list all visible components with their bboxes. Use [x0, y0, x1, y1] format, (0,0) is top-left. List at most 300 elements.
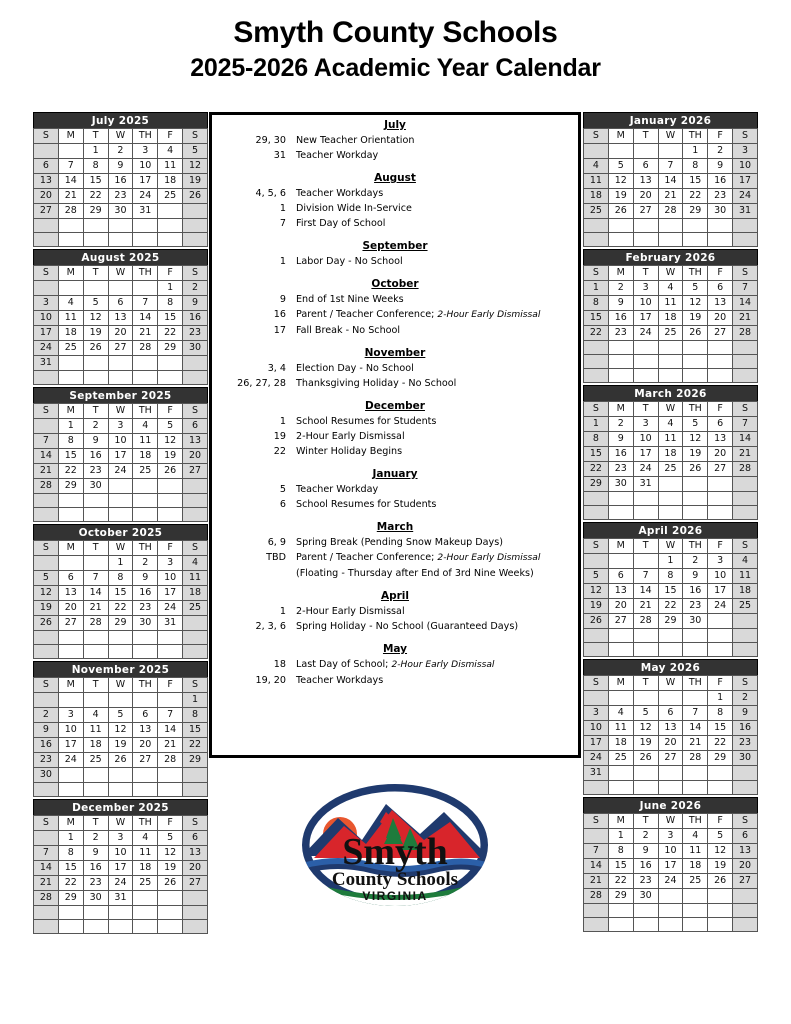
day-cell[interactable]: 26	[708, 874, 733, 889]
day-cell[interactable]: 4	[133, 831, 158, 846]
day-cell[interactable]: 29	[183, 753, 208, 768]
day-cell[interactable]: 5	[34, 571, 59, 586]
day-cell[interactable]: 13	[183, 434, 208, 449]
day-cell[interactable]: 4	[683, 829, 708, 844]
day-cell[interactable]: 17	[133, 174, 158, 189]
day-cell[interactable]: 23	[733, 736, 758, 751]
day-cell[interactable]: 13	[133, 723, 158, 738]
day-cell[interactable]: 21	[683, 736, 708, 751]
day-cell[interactable]: 28	[83, 616, 108, 631]
day-cell[interactable]: 4	[658, 417, 683, 432]
day-cell[interactable]: 3	[58, 708, 83, 723]
day-cell[interactable]: 29	[683, 204, 708, 219]
day-cell[interactable]: 26	[584, 614, 609, 629]
day-cell[interactable]: 26	[183, 189, 208, 204]
day-cell[interactable]: 22	[708, 736, 733, 751]
day-cell[interactable]: 22	[158, 326, 183, 341]
day-cell[interactable]: 3	[708, 554, 733, 569]
day-cell[interactable]: 13	[708, 432, 733, 447]
day-cell[interactable]: 6	[633, 159, 658, 174]
day-cell[interactable]: 6	[658, 706, 683, 721]
day-cell[interactable]: 13	[733, 844, 758, 859]
day-cell[interactable]: 9	[83, 434, 108, 449]
day-cell[interactable]: 11	[83, 723, 108, 738]
day-cell[interactable]: 20	[708, 447, 733, 462]
day-cell[interactable]: 24	[158, 601, 183, 616]
day-cell[interactable]: 2	[34, 708, 59, 723]
day-cell[interactable]: 2	[183, 281, 208, 296]
day-cell[interactable]: 5	[608, 159, 633, 174]
day-cell[interactable]: 25	[608, 751, 633, 766]
day-cell[interactable]: 12	[708, 844, 733, 859]
day-cell[interactable]: 27	[708, 326, 733, 341]
day-cell[interactable]: 13	[183, 846, 208, 861]
day-cell[interactable]: 15	[608, 859, 633, 874]
day-cell[interactable]: 10	[708, 569, 733, 584]
day-cell[interactable]: 6	[183, 831, 208, 846]
day-cell[interactable]: 10	[658, 844, 683, 859]
day-cell[interactable]: 22	[683, 189, 708, 204]
day-cell[interactable]: 4	[658, 281, 683, 296]
day-cell[interactable]: 15	[183, 723, 208, 738]
day-cell[interactable]: 29	[108, 616, 133, 631]
day-cell[interactable]: 7	[584, 844, 609, 859]
day-cell[interactable]: 3	[633, 417, 658, 432]
day-cell[interactable]: 18	[58, 326, 83, 341]
day-cell[interactable]: 10	[633, 432, 658, 447]
day-cell[interactable]: 28	[133, 341, 158, 356]
day-cell[interactable]: 1	[108, 556, 133, 571]
day-cell[interactable]: 30	[83, 891, 108, 906]
day-cell[interactable]: 12	[683, 296, 708, 311]
day-cell[interactable]: 15	[658, 584, 683, 599]
day-cell[interactable]: 14	[34, 449, 59, 464]
day-cell[interactable]: 21	[733, 311, 758, 326]
day-cell[interactable]: 27	[658, 751, 683, 766]
day-cell[interactable]: 28	[584, 889, 609, 904]
day-cell[interactable]: 12	[183, 159, 208, 174]
day-cell[interactable]: 15	[158, 311, 183, 326]
day-cell[interactable]: 27	[608, 614, 633, 629]
day-cell[interactable]: 15	[83, 174, 108, 189]
day-cell[interactable]: 13	[608, 584, 633, 599]
day-cell[interactable]: 18	[608, 736, 633, 751]
day-cell[interactable]: 19	[183, 174, 208, 189]
day-cell[interactable]: 5	[584, 569, 609, 584]
day-cell[interactable]: 9	[108, 159, 133, 174]
day-cell[interactable]: 7	[683, 706, 708, 721]
day-cell[interactable]: 24	[108, 464, 133, 479]
day-cell[interactable]: 13	[58, 586, 83, 601]
day-cell[interactable]: 24	[133, 189, 158, 204]
day-cell[interactable]: 7	[733, 281, 758, 296]
day-cell[interactable]: 7	[133, 296, 158, 311]
day-cell[interactable]: 3	[34, 296, 59, 311]
day-cell[interactable]: 24	[708, 599, 733, 614]
day-cell[interactable]: 6	[183, 419, 208, 434]
day-cell[interactable]: 16	[108, 174, 133, 189]
day-cell[interactable]: 25	[133, 876, 158, 891]
day-cell[interactable]: 27	[34, 204, 59, 219]
day-cell[interactable]: 27	[183, 876, 208, 891]
day-cell[interactable]: 31	[584, 766, 609, 781]
day-cell[interactable]: 22	[58, 464, 83, 479]
day-cell[interactable]: 8	[683, 159, 708, 174]
day-cell[interactable]: 25	[183, 601, 208, 616]
day-cell[interactable]: 19	[83, 326, 108, 341]
day-cell[interactable]: 12	[158, 434, 183, 449]
day-cell[interactable]: 24	[108, 876, 133, 891]
day-cell[interactable]: 26	[608, 204, 633, 219]
day-cell[interactable]: 4	[83, 708, 108, 723]
day-cell[interactable]: 20	[58, 601, 83, 616]
day-cell[interactable]: 30	[708, 204, 733, 219]
day-cell[interactable]: 3	[633, 281, 658, 296]
day-cell[interactable]: 5	[158, 831, 183, 846]
day-cell[interactable]: 10	[133, 159, 158, 174]
day-cell[interactable]: 15	[58, 449, 83, 464]
day-cell[interactable]: 8	[658, 569, 683, 584]
day-cell[interactable]: 2	[633, 829, 658, 844]
day-cell[interactable]: 26	[633, 751, 658, 766]
day-cell[interactable]: 20	[708, 311, 733, 326]
day-cell[interactable]: 6	[608, 569, 633, 584]
day-cell[interactable]: 5	[683, 281, 708, 296]
day-cell[interactable]: 8	[158, 296, 183, 311]
day-cell[interactable]: 22	[608, 874, 633, 889]
day-cell[interactable]: 7	[83, 571, 108, 586]
day-cell[interactable]: 4	[183, 556, 208, 571]
day-cell[interactable]: 1	[708, 691, 733, 706]
day-cell[interactable]: 11	[183, 571, 208, 586]
day-cell[interactable]: 20	[608, 599, 633, 614]
day-cell[interactable]: 27	[58, 616, 83, 631]
day-cell[interactable]: 10	[34, 311, 59, 326]
day-cell[interactable]: 24	[633, 326, 658, 341]
day-cell[interactable]: 14	[658, 174, 683, 189]
day-cell[interactable]: 31	[34, 356, 59, 371]
day-cell[interactable]: 10	[733, 159, 758, 174]
day-cell[interactable]: 24	[58, 753, 83, 768]
day-cell[interactable]: 22	[108, 601, 133, 616]
day-cell[interactable]: 28	[34, 479, 59, 494]
day-cell[interactable]: 8	[708, 706, 733, 721]
day-cell[interactable]: 7	[158, 708, 183, 723]
day-cell[interactable]: 17	[633, 311, 658, 326]
day-cell[interactable]: 6	[708, 417, 733, 432]
day-cell[interactable]: 20	[133, 738, 158, 753]
day-cell[interactable]: 19	[108, 738, 133, 753]
day-cell[interactable]: 11	[584, 174, 609, 189]
day-cell[interactable]: 15	[58, 861, 83, 876]
day-cell[interactable]: 3	[733, 144, 758, 159]
day-cell[interactable]: 2	[83, 831, 108, 846]
day-cell[interactable]: 14	[584, 859, 609, 874]
day-cell[interactable]: 3	[108, 419, 133, 434]
day-cell[interactable]: 18	[683, 859, 708, 874]
day-cell[interactable]: 7	[34, 846, 59, 861]
day-cell[interactable]: 22	[58, 876, 83, 891]
day-cell[interactable]: 18	[733, 584, 758, 599]
day-cell[interactable]: 29	[584, 477, 609, 492]
day-cell[interactable]: 18	[158, 174, 183, 189]
day-cell[interactable]: 13	[633, 174, 658, 189]
day-cell[interactable]: 17	[633, 447, 658, 462]
day-cell[interactable]: 13	[708, 296, 733, 311]
day-cell[interactable]: 14	[58, 174, 83, 189]
day-cell[interactable]: 25	[58, 341, 83, 356]
day-cell[interactable]: 27	[183, 464, 208, 479]
day-cell[interactable]: 30	[183, 341, 208, 356]
day-cell[interactable]: 5	[683, 417, 708, 432]
day-cell[interactable]: 5	[108, 708, 133, 723]
day-cell[interactable]: 16	[83, 449, 108, 464]
day-cell[interactable]: 3	[584, 706, 609, 721]
day-cell[interactable]: 25	[658, 326, 683, 341]
day-cell[interactable]: 23	[83, 876, 108, 891]
day-cell[interactable]: 31	[733, 204, 758, 219]
day-cell[interactable]: 22	[584, 462, 609, 477]
day-cell[interactable]: 31	[108, 891, 133, 906]
day-cell[interactable]: 17	[58, 738, 83, 753]
day-cell[interactable]: 20	[183, 861, 208, 876]
day-cell[interactable]: 25	[83, 753, 108, 768]
day-cell[interactable]: 8	[83, 159, 108, 174]
day-cell[interactable]: 2	[83, 419, 108, 434]
day-cell[interactable]: 26	[158, 876, 183, 891]
day-cell[interactable]: 23	[708, 189, 733, 204]
day-cell[interactable]: 29	[58, 891, 83, 906]
day-cell[interactable]: 7	[633, 569, 658, 584]
day-cell[interactable]: 11	[608, 721, 633, 736]
day-cell[interactable]: 3	[108, 831, 133, 846]
day-cell[interactable]: 21	[158, 738, 183, 753]
day-cell[interactable]: 12	[633, 721, 658, 736]
day-cell[interactable]: 30	[633, 889, 658, 904]
day-cell[interactable]: 11	[158, 159, 183, 174]
day-cell[interactable]: 20	[183, 449, 208, 464]
day-cell[interactable]: 14	[83, 586, 108, 601]
day-cell[interactable]: 16	[83, 861, 108, 876]
day-cell[interactable]: 2	[683, 554, 708, 569]
day-cell[interactable]: 1	[683, 144, 708, 159]
day-cell[interactable]: 23	[34, 753, 59, 768]
day-cell[interactable]: 12	[108, 723, 133, 738]
day-cell[interactable]: 20	[658, 736, 683, 751]
day-cell[interactable]: 25	[683, 874, 708, 889]
day-cell[interactable]: 27	[133, 753, 158, 768]
day-cell[interactable]: 10	[58, 723, 83, 738]
day-cell[interactable]: 13	[108, 311, 133, 326]
day-cell[interactable]: 6	[708, 281, 733, 296]
day-cell[interactable]: 11	[133, 434, 158, 449]
day-cell[interactable]: 14	[158, 723, 183, 738]
day-cell[interactable]: 21	[83, 601, 108, 616]
day-cell[interactable]: 11	[683, 844, 708, 859]
day-cell[interactable]: 16	[708, 174, 733, 189]
day-cell[interactable]: 2	[133, 556, 158, 571]
day-cell[interactable]: 18	[584, 189, 609, 204]
day-cell[interactable]: 8	[608, 844, 633, 859]
day-cell[interactable]: 9	[133, 571, 158, 586]
day-cell[interactable]: 2	[708, 144, 733, 159]
day-cell[interactable]: 1	[58, 831, 83, 846]
day-cell[interactable]: 23	[608, 462, 633, 477]
day-cell[interactable]: 4	[584, 159, 609, 174]
day-cell[interactable]: 24	[633, 462, 658, 477]
day-cell[interactable]: 23	[133, 601, 158, 616]
day-cell[interactable]: 12	[158, 846, 183, 861]
day-cell[interactable]: 30	[133, 616, 158, 631]
day-cell[interactable]: 19	[584, 599, 609, 614]
day-cell[interactable]: 29	[158, 341, 183, 356]
day-cell[interactable]: 25	[658, 462, 683, 477]
day-cell[interactable]: 2	[608, 417, 633, 432]
day-cell[interactable]: 7	[34, 434, 59, 449]
day-cell[interactable]: 23	[683, 599, 708, 614]
day-cell[interactable]: 7	[58, 159, 83, 174]
day-cell[interactable]: 31	[633, 477, 658, 492]
day-cell[interactable]: 12	[34, 586, 59, 601]
day-cell[interactable]: 30	[608, 477, 633, 492]
day-cell[interactable]: 27	[733, 874, 758, 889]
day-cell[interactable]: 2	[733, 691, 758, 706]
day-cell[interactable]: 17	[34, 326, 59, 341]
day-cell[interactable]: 16	[133, 586, 158, 601]
day-cell[interactable]: 21	[133, 326, 158, 341]
day-cell[interactable]: 2	[608, 281, 633, 296]
day-cell[interactable]: 14	[34, 861, 59, 876]
day-cell[interactable]: 18	[83, 738, 108, 753]
day-cell[interactable]: 10	[633, 296, 658, 311]
day-cell[interactable]: 28	[34, 891, 59, 906]
day-cell[interactable]: 6	[133, 708, 158, 723]
day-cell[interactable]: 30	[683, 614, 708, 629]
day-cell[interactable]: 8	[584, 296, 609, 311]
day-cell[interactable]: 19	[608, 189, 633, 204]
day-cell[interactable]: 22	[183, 738, 208, 753]
day-cell[interactable]: 12	[683, 432, 708, 447]
day-cell[interactable]: 17	[584, 736, 609, 751]
day-cell[interactable]: 8	[108, 571, 133, 586]
day-cell[interactable]: 4	[733, 554, 758, 569]
day-cell[interactable]: 29	[608, 889, 633, 904]
day-cell[interactable]: 23	[108, 189, 133, 204]
day-cell[interactable]: 23	[183, 326, 208, 341]
day-cell[interactable]: 15	[584, 311, 609, 326]
day-cell[interactable]: 26	[108, 753, 133, 768]
day-cell[interactable]: 14	[633, 584, 658, 599]
day-cell[interactable]: 20	[34, 189, 59, 204]
day-cell[interactable]: 9	[83, 846, 108, 861]
day-cell[interactable]: 6	[34, 159, 59, 174]
day-cell[interactable]: 4	[133, 419, 158, 434]
day-cell[interactable]: 21	[584, 874, 609, 889]
day-cell[interactable]: 24	[658, 874, 683, 889]
day-cell[interactable]: 16	[34, 738, 59, 753]
day-cell[interactable]: 12	[608, 174, 633, 189]
day-cell[interactable]: 23	[633, 874, 658, 889]
day-cell[interactable]: 9	[608, 296, 633, 311]
day-cell[interactable]: 24	[733, 189, 758, 204]
day-cell[interactable]: 1	[584, 417, 609, 432]
day-cell[interactable]: 26	[683, 462, 708, 477]
day-cell[interactable]: 5	[633, 706, 658, 721]
day-cell[interactable]: 29	[58, 479, 83, 494]
day-cell[interactable]: 3	[158, 556, 183, 571]
day-cell[interactable]: 21	[34, 464, 59, 479]
day-cell[interactable]: 9	[183, 296, 208, 311]
day-cell[interactable]: 14	[733, 432, 758, 447]
day-cell[interactable]: 30	[83, 479, 108, 494]
day-cell[interactable]: 21	[733, 447, 758, 462]
day-cell[interactable]: 27	[108, 341, 133, 356]
day-cell[interactable]: 17	[108, 861, 133, 876]
day-cell[interactable]: 3	[658, 829, 683, 844]
day-cell[interactable]: 16	[183, 311, 208, 326]
day-cell[interactable]: 21	[58, 189, 83, 204]
day-cell[interactable]: 11	[133, 846, 158, 861]
day-cell[interactable]: 25	[133, 464, 158, 479]
day-cell[interactable]: 9	[708, 159, 733, 174]
day-cell[interactable]: 5	[83, 296, 108, 311]
day-cell[interactable]: 31	[158, 616, 183, 631]
day-cell[interactable]: 6	[58, 571, 83, 586]
day-cell[interactable]: 1	[584, 281, 609, 296]
day-cell[interactable]: 26	[34, 616, 59, 631]
day-cell[interactable]: 1	[83, 144, 108, 159]
day-cell[interactable]: 5	[708, 829, 733, 844]
day-cell[interactable]: 31	[133, 204, 158, 219]
day-cell[interactable]: 23	[608, 326, 633, 341]
day-cell[interactable]: 17	[733, 174, 758, 189]
day-cell[interactable]: 28	[658, 204, 683, 219]
day-cell[interactable]: 11	[658, 432, 683, 447]
day-cell[interactable]: 6	[108, 296, 133, 311]
day-cell[interactable]: 12	[584, 584, 609, 599]
day-cell[interactable]: 17	[158, 586, 183, 601]
day-cell[interactable]: 16	[683, 584, 708, 599]
day-cell[interactable]: 14	[133, 311, 158, 326]
day-cell[interactable]: 28	[683, 751, 708, 766]
day-cell[interactable]: 10	[158, 571, 183, 586]
day-cell[interactable]: 22	[658, 599, 683, 614]
day-cell[interactable]: 16	[608, 447, 633, 462]
day-cell[interactable]: 28	[633, 614, 658, 629]
day-cell[interactable]: 21	[633, 599, 658, 614]
day-cell[interactable]: 21	[658, 189, 683, 204]
day-cell[interactable]: 30	[733, 751, 758, 766]
day-cell[interactable]: 30	[34, 768, 59, 783]
day-cell[interactable]: 19	[158, 861, 183, 876]
day-cell[interactable]: 20	[108, 326, 133, 341]
day-cell[interactable]: 9	[34, 723, 59, 738]
day-cell[interactable]: 1	[58, 419, 83, 434]
day-cell[interactable]: 19	[683, 311, 708, 326]
day-cell[interactable]: 10	[584, 721, 609, 736]
day-cell[interactable]: 26	[83, 341, 108, 356]
day-cell[interactable]: 18	[658, 311, 683, 326]
day-cell[interactable]: 3	[133, 144, 158, 159]
day-cell[interactable]: 27	[708, 462, 733, 477]
day-cell[interactable]: 13	[34, 174, 59, 189]
day-cell[interactable]: 19	[158, 449, 183, 464]
day-cell[interactable]: 10	[108, 434, 133, 449]
day-cell[interactable]: 4	[608, 706, 633, 721]
day-cell[interactable]: 15	[708, 721, 733, 736]
day-cell[interactable]: 17	[658, 859, 683, 874]
day-cell[interactable]: 9	[683, 569, 708, 584]
